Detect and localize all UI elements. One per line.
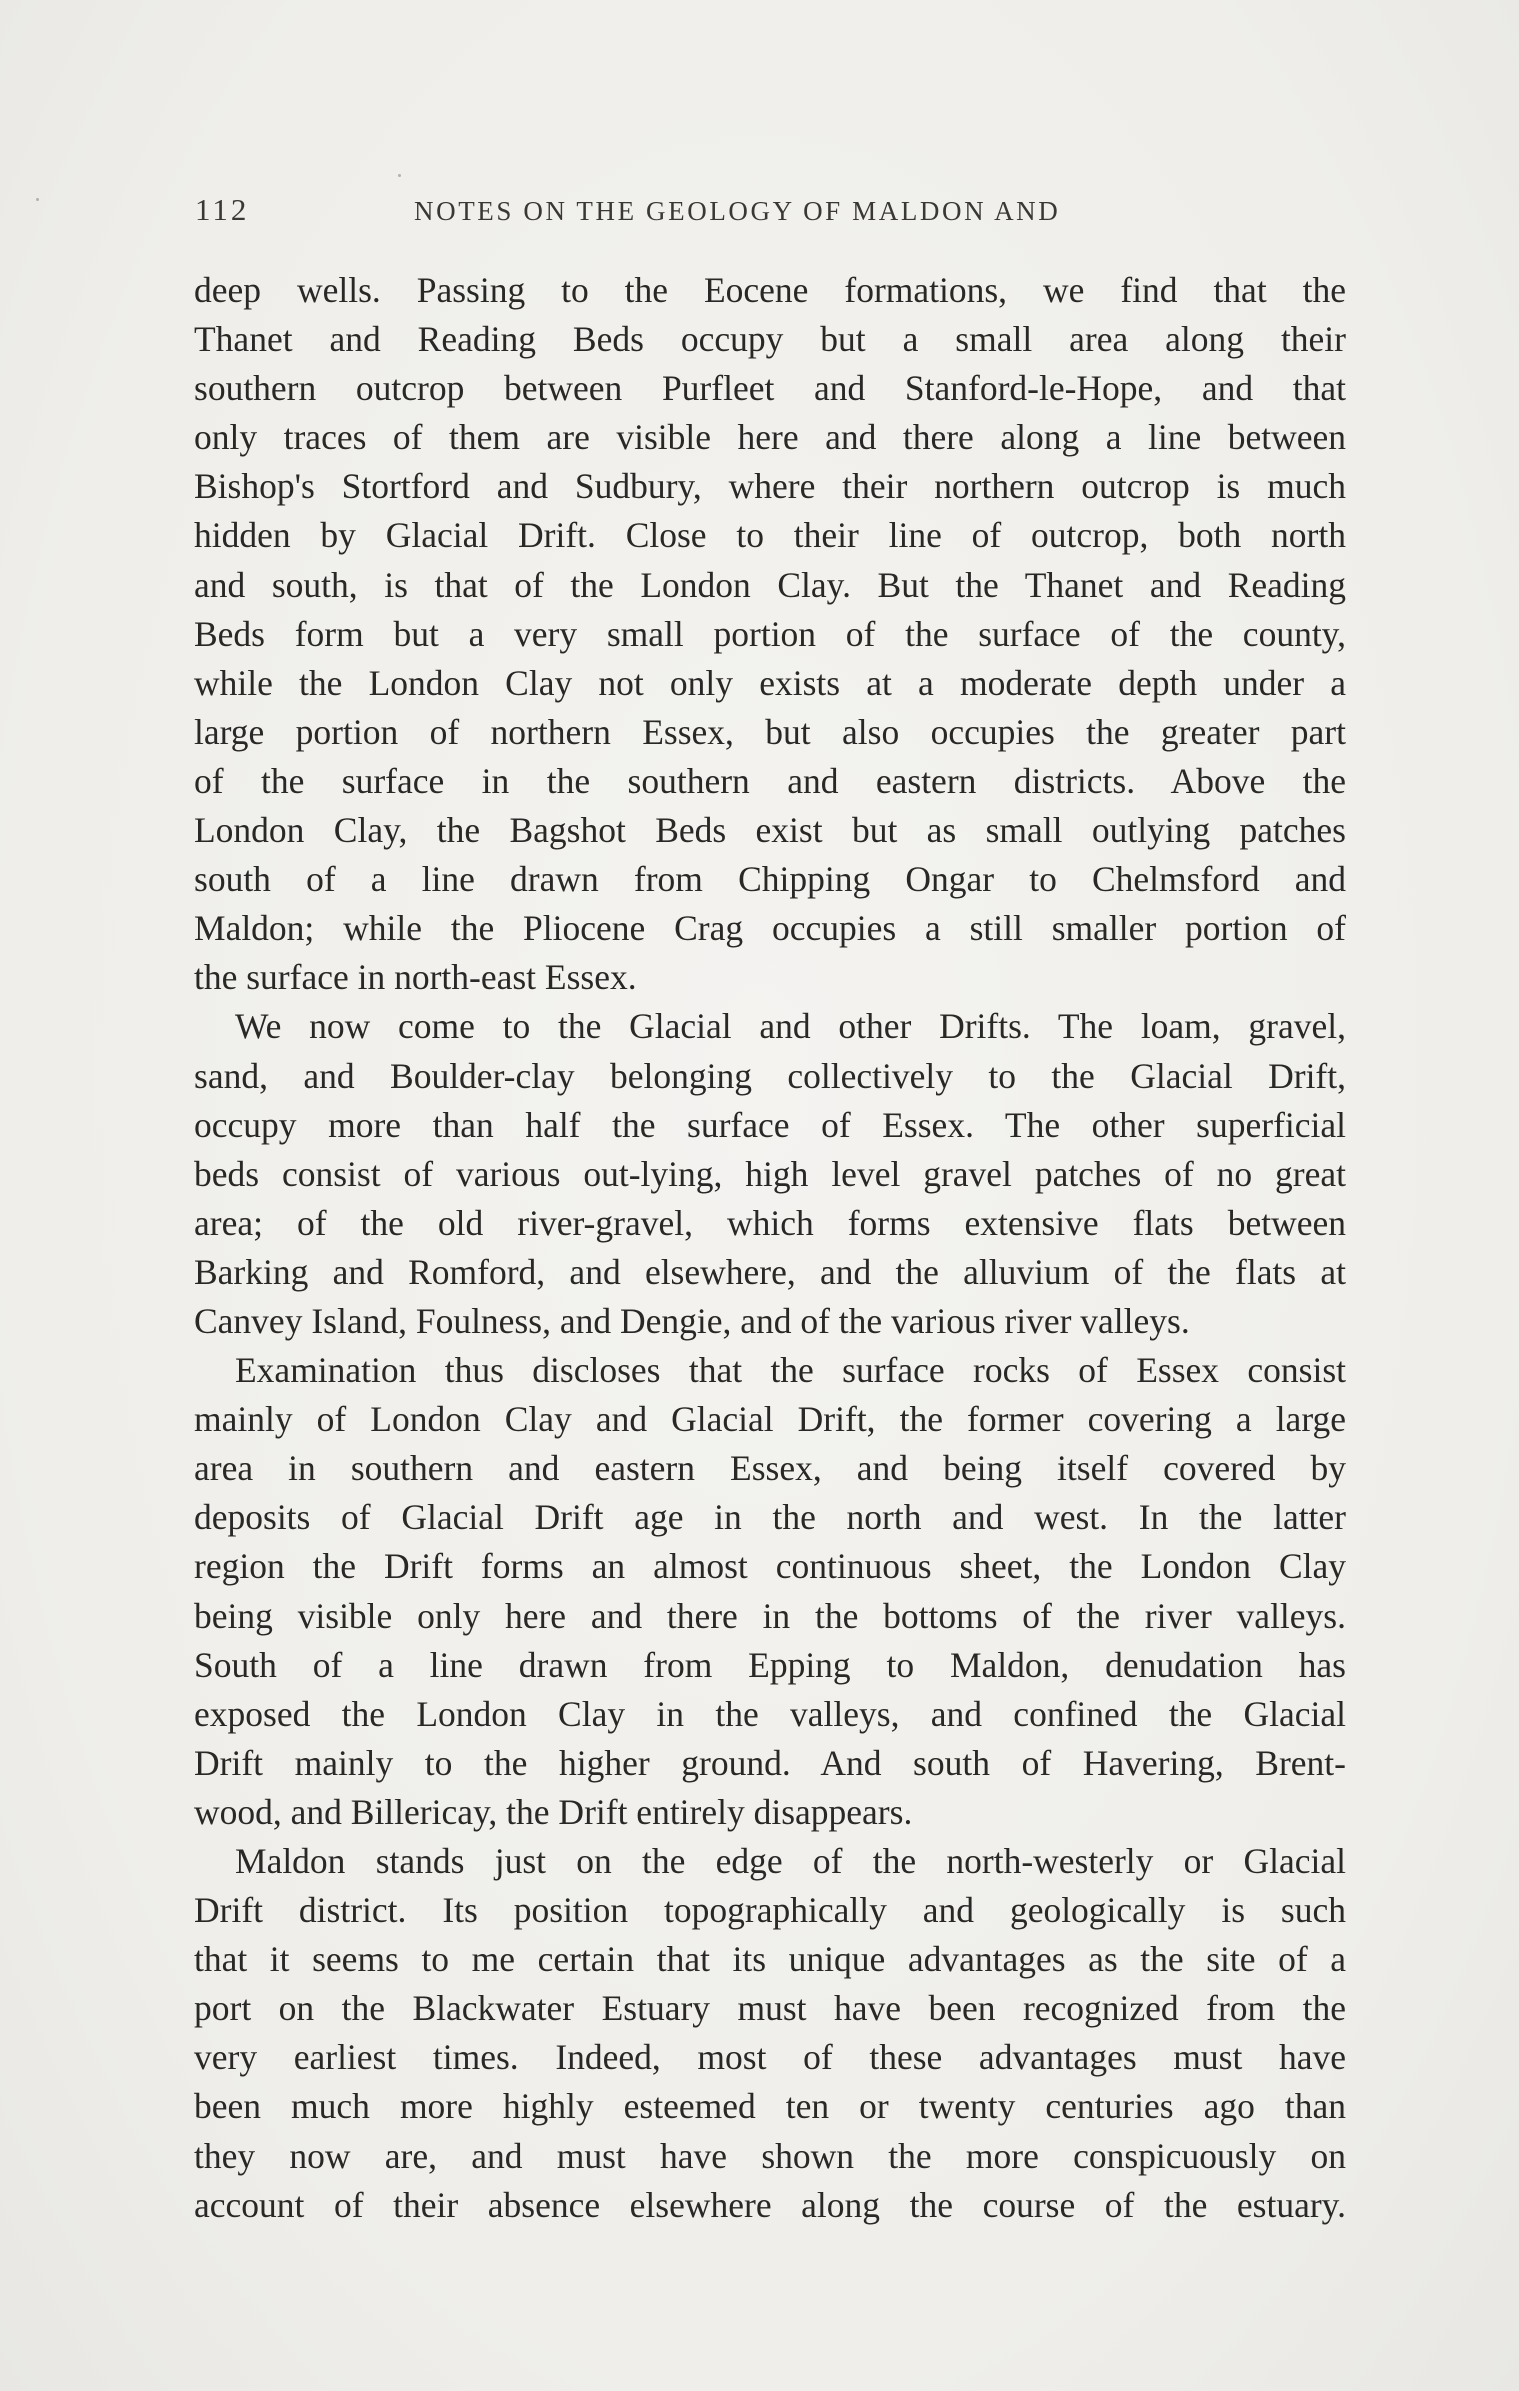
text-line: mainly of London Clay and Glacial Drift, the former covering a large [194,1399,1346,1440]
text-line: exposed the London Clay in the valleys, and confined the Glacial [194,1693,1346,1734]
text-line: southern outcrop between Purfleet and Stanford-le-Hope, and that [194,368,1346,409]
text-line: South of a line drawn from Epping to Maldon, denudation has [194,1644,1346,1685]
text-line: and south, is that of the London Clay. But the Thanet and Reading [194,564,1346,605]
text-line: Canvey Island, Foulness, and Dengie, and of the various river valleys. [194,1300,1190,1341]
text-line: hidden by Glacial Drift. Close to their line of outcrop, both north [194,515,1346,556]
text-line: beds consist of various out-lying, high level gravel patches of no great [194,1153,1346,1194]
text-line: occupy more than half the surface of Essex. The other superficial [194,1104,1346,1145]
text-line: Maldon; while the Pliocene Crag occupies a still smaller portion of [194,908,1346,949]
text-line: that it seems to me certain that its unique advantages as the site of a [194,1939,1346,1980]
text-line: wood, and Billericay, the Drift entirely disappears. [194,1791,913,1832]
text-line: Drift mainly to the higher ground. And south of Havering, Brent- [194,1742,1346,1783]
text-line: area in southern and eastern Essex, and being itself covered by [194,1448,1346,1489]
text-line: London Clay, the Bagshot Beds exist but as small outlying patches [194,810,1346,851]
text-line: deposits of Glacial Drift age in the north and west. In the latter [194,1497,1346,1538]
text-line: area; of the old river-gravel, which forms extensive flats between [194,1202,1346,1243]
print-speck [36,198,39,201]
text-line: account of their absence elsewhere along the course of the estuary. [194,2184,1346,2225]
paragraph-first-line: We now come to the Glacial and other Drifts. The loam, gravel, [235,1006,1346,1047]
text-line: south of a line drawn from Chipping Ongar to Chelmsford and [194,859,1346,900]
print-speck [398,174,401,177]
text-line: Beds form but a very small portion of the surface of the county, [194,613,1346,654]
text-line: Bishop's Stortford and Sudbury, where their northern outcrop is much [194,466,1346,507]
text-line: the surface in north-east Essex. [194,957,637,998]
text-line: of the surface in the southern and eastern districts. Above the [194,760,1346,801]
text-line: Thanet and Reading Beds occupy but a small area along their [194,319,1346,360]
paragraph-first-line: Examination thus discloses that the surface rocks of Essex consist [235,1350,1346,1391]
text-line: while the London Clay not only exists at a moderate depth under a [194,662,1346,703]
text-line: Barking and Romford, and elsewhere, and the alluvium of the flats at [194,1251,1346,1292]
text-line: sand, and Boulder-clay belonging collectively to the Glacial Drift, [194,1055,1346,1096]
text-line: been much more highly esteemed ten or twenty centuries ago than [194,2086,1346,2127]
text-line: port on the Blackwater Estuary must have been recognized from the [194,1988,1346,2029]
running-head [195,192,1345,236]
text-line: region the Drift forms an almost continuous sheet, the London Clay [194,1546,1346,1587]
paragraph-first-line: Maldon stands just on the edge of the north-westerly or Glacial [235,1841,1346,1881]
text-line: deep wells. Passing to the Eocene formations, we find that the [194,270,1346,310]
text-line: very earliest times. Indeed, most of these advantages must have [194,2037,1346,2078]
text-line: Drift district. Its position topographically and geologically is such [194,1890,1346,1931]
text-line: being visible only here and there in the bottoms of the river valleys. [194,1595,1346,1636]
running-title: NOTES ON THE GEOLOGY OF MALDON AND [414,196,1061,226]
text-line: large portion of northern Essex, but also occupies the greater part [194,711,1346,752]
body-text [194,266,1346,2230]
text-line: they now are, and must have shown the more conspicuously on [194,2135,1346,2176]
text-line: only traces of them are visible here and there along a line between [194,417,1346,458]
page-number: 112 [195,192,250,227]
